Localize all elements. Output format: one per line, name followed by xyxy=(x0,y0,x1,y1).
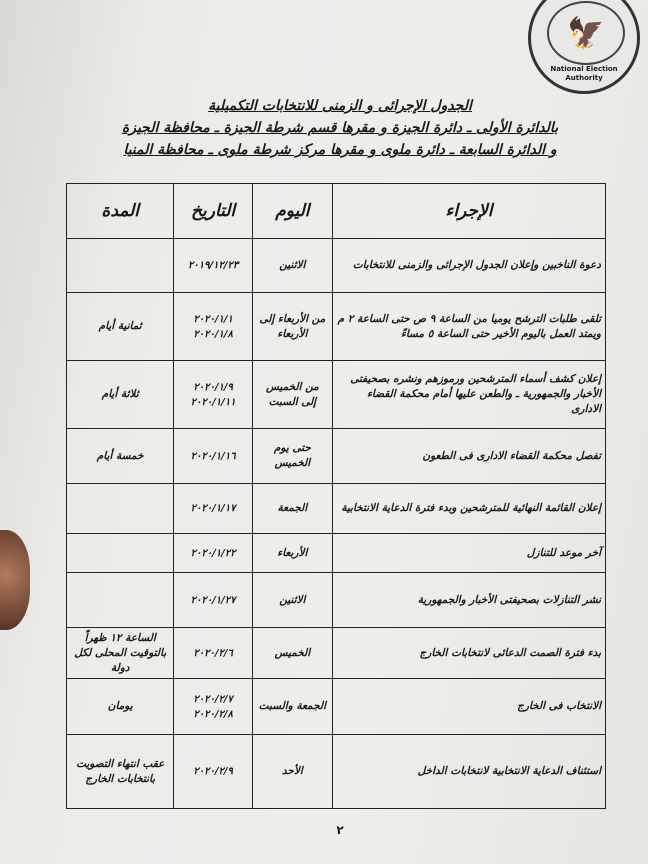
cell-duration: عقب انتهاء التصويت بانتخابات الخارج xyxy=(67,735,174,809)
cell-action: الانتخاب فى الخارج xyxy=(332,679,605,735)
cell-date: ٢٠٢٠/١/١٧ xyxy=(174,484,252,534)
cell-action: تلقى طلبات الترشح يوميا من الساعة ٩ ص حتى الساعة ٢ م ويمتد العمل باليوم الأخير حتى الساعة ٥ مساءً xyxy=(332,293,605,361)
document-title: الجدول الإجرائى و الزمنى للانتخابات التكميلية xyxy=(208,98,472,114)
header-duration: المدة xyxy=(67,184,174,239)
page-number: ٢ xyxy=(336,823,344,837)
cell-duration: ثمانية أيام xyxy=(67,293,174,361)
eagle-emblem-icon: 🦅 xyxy=(547,1,625,65)
cell-date: ٢٠٢٠/١/١ ٢٠٢٠/١/٨ xyxy=(174,293,252,361)
cell-action: دعوة الناخبين وإعلان الجدول الإجرائى والزمنى للانتخابات xyxy=(332,239,605,293)
cell-duration xyxy=(67,573,174,628)
cell-duration: الساعة ١٢ ظهراً بالتوقيت المحلى لكل دولة xyxy=(67,628,174,679)
document-subtitle-2: و الدائرة السابعة ـ دائرة ملوى و مقرها مركز شرطة ملوى ـ محافظة المنيا xyxy=(123,142,557,158)
table-row xyxy=(67,573,606,628)
cell-duration xyxy=(67,534,174,573)
cell-duration xyxy=(67,484,174,534)
cell-action: تفصل محكمة القضاء الادارى فى الطعون xyxy=(332,429,605,484)
national-election-authority-seal xyxy=(528,0,640,94)
document-subtitle-1: بالدائرة الأولى ـ دائرة الجيزة و مقرها قسم شرطة الجيزة ـ محافظة الجيزة xyxy=(121,120,559,136)
cell-date: ٢٠٢٠/١/٢٧ xyxy=(174,573,252,628)
table-row xyxy=(67,679,606,735)
cell-date: ٢٠٢٠/١/١٦ xyxy=(174,429,252,484)
cell-action: آخر موعد للتنازل xyxy=(332,534,605,573)
cell-duration: يومان xyxy=(67,679,174,735)
cell-day: الأحد xyxy=(252,735,332,809)
thumb xyxy=(0,530,30,630)
document-body xyxy=(60,95,620,837)
cell-day: الخميس xyxy=(252,628,332,679)
table-header-row xyxy=(67,184,606,239)
cell-day: الجمعة xyxy=(252,484,332,534)
cell-day: من الأربعاء إلى الأربعاء xyxy=(252,293,332,361)
table-row xyxy=(67,361,606,429)
table-row xyxy=(67,239,606,293)
table-row xyxy=(67,429,606,484)
cell-action: بدء فترة الصمت الدعائى لانتخابات الخارج xyxy=(332,628,605,679)
cell-day: الاثنين xyxy=(252,573,332,628)
table-row xyxy=(67,484,606,534)
cell-date: ٢٠٢٠/١/٢٢ xyxy=(174,534,252,573)
header-action: الإجراء xyxy=(332,184,605,239)
header-day: اليوم xyxy=(252,184,332,239)
table-row xyxy=(67,735,606,809)
cell-duration xyxy=(67,239,174,293)
cell-day: من الخميس إلى السبت xyxy=(252,361,332,429)
cell-date: ٢٠٢٠/٢/٧ ٢٠٢٠/٢/٨ xyxy=(174,679,252,735)
table-row xyxy=(67,293,606,361)
cell-action: إعلان كشف أسماء المترشحين ورموزهم ونشره بصحيفتى الأخبار والجمهورية ـ والطعن عليها أمام محكمة القضاء الادارى xyxy=(332,361,605,429)
seal-text: National Election Authority xyxy=(550,65,618,82)
header-date: التاريخ xyxy=(174,184,252,239)
cell-action: استئناف الدعاية الانتخابية لانتخابات الداخل xyxy=(332,735,605,809)
cell-date: ٢٠٢٠/١/٩ ٢٠٢٠/١/١١ xyxy=(174,361,252,429)
cell-date: ٢٠١٩/١٢/٢٣ xyxy=(174,239,252,293)
cell-duration: ثلاثة أيام xyxy=(67,361,174,429)
cell-day: حتى يوم الخميس xyxy=(252,429,332,484)
cell-date: ٢٠٢٠/٢/٦ xyxy=(174,628,252,679)
cell-day: الجمعة والسبت xyxy=(252,679,332,735)
table-row xyxy=(67,534,606,573)
cell-day: الاثنين xyxy=(252,239,332,293)
cell-action: نشر التنازلات بصحيفتى الأخبار والجمهورية xyxy=(332,573,605,628)
cell-date: ٢٠٢٠/٢/٩ xyxy=(174,735,252,809)
cell-action: إعلان القائمة النهائية للمترشحين وبدء فترة الدعاية الانتخابية xyxy=(332,484,605,534)
cell-day: الأربعاء xyxy=(252,534,332,573)
schedule-table xyxy=(66,183,606,809)
table-row xyxy=(67,628,606,679)
cell-duration: خمسة أيام xyxy=(67,429,174,484)
